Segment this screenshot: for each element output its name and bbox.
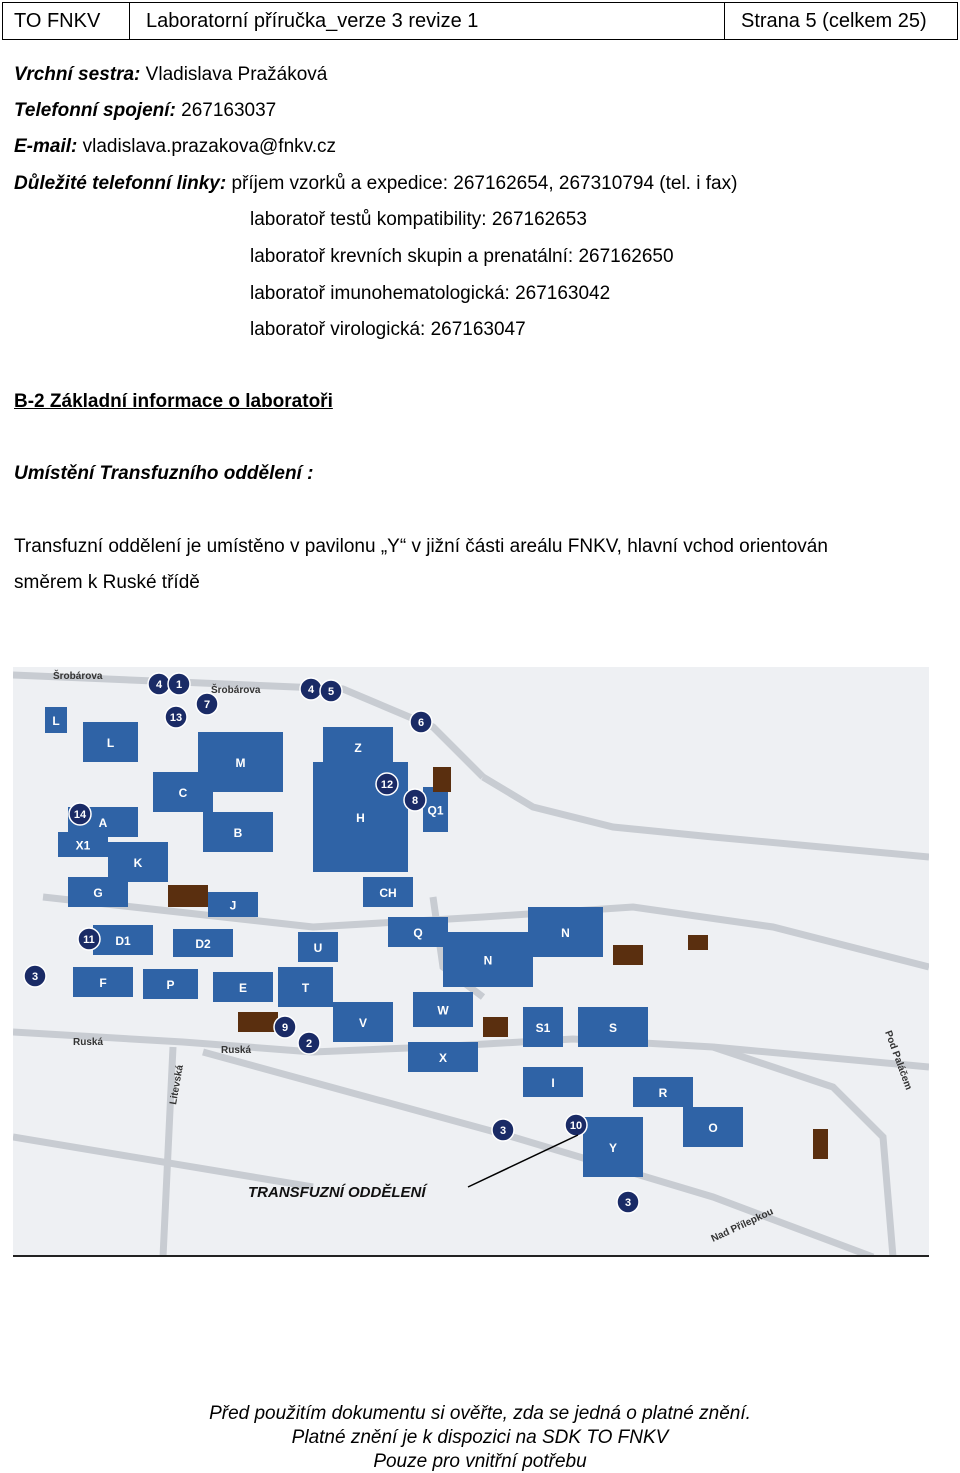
building-label: L: [52, 714, 60, 728]
entrance-number: 1: [175, 679, 183, 691]
street-name: Litevská: [168, 1064, 186, 1106]
building-label: M: [235, 756, 246, 770]
building-label: F: [99, 976, 107, 990]
entrance-number: 2: [305, 1038, 313, 1050]
building-label: S: [608, 1021, 618, 1035]
campus-map-drawing: [13, 667, 929, 1257]
phone-compatibility: laboratoř testů kompatibility: 267162653: [250, 209, 587, 230]
important-label: Důležité telefonní linky:: [14, 173, 227, 194]
building-label: E: [238, 981, 248, 995]
street-name: Ruská: [73, 1037, 104, 1048]
head-nurse-label: Vrchní sestra:: [14, 64, 141, 85]
building-label: CH: [379, 886, 397, 900]
entrance-number: 8: [411, 795, 419, 807]
street-name: Šrobárova: [53, 671, 103, 682]
footer-validity-note: Před použitím dokumentu si ověřte, zda se jedná o platné znění.: [209, 1403, 751, 1424]
building-label: B: [233, 826, 243, 840]
email-line: [14, 136, 336, 158]
entrance-number: 3: [624, 1197, 632, 1209]
building-label: A: [98, 816, 108, 830]
building-label: R: [658, 1086, 668, 1100]
email-address[interactable]: vladislava.prazakova@fnkv.cz: [82, 136, 337, 157]
campus-map: [13, 667, 929, 1257]
building-label: T: [301, 981, 310, 995]
map-road: [483, 777, 929, 857]
building-label: D2: [195, 937, 211, 951]
map-caption: TRANSFUZNÍ ODDĚLENÍ: [248, 1184, 426, 1201]
street-name: Ruská: [221, 1045, 252, 1056]
building-label: P: [166, 978, 175, 992]
phone-immunohematology: laboratoř imunohematologická: 267163042: [250, 283, 611, 304]
entrance-number: 3: [31, 971, 39, 983]
page-header: [2, 2, 958, 40]
entrance-number: 4: [307, 684, 315, 696]
entrance-number: 7: [203, 699, 211, 711]
building-label: Q1: [427, 803, 444, 818]
entrance-number: 11: [83, 934, 95, 946]
building-label: S1: [535, 1021, 551, 1035]
building-label: W: [437, 1003, 449, 1018]
head-nurse-line: [14, 64, 327, 86]
map-road: [163, 1047, 173, 1257]
building-label: G: [93, 886, 103, 900]
section-heading: B-2 Základní informace o laboratoři: [14, 391, 333, 412]
other-building: [483, 1017, 508, 1037]
entrance-number: 5: [327, 686, 335, 698]
entrance-number: 3: [499, 1125, 507, 1137]
building-label: J: [229, 898, 237, 913]
building-label: V: [358, 1016, 368, 1030]
header-page-number: Strana 5 (celkem 25): [741, 9, 927, 32]
footer-availability-note: Platné znění je k dispozici na SDK TO FNKV: [291, 1427, 669, 1448]
building-label: Z: [354, 741, 362, 755]
entrance-number: 13: [169, 712, 183, 724]
other-building: [433, 767, 451, 792]
footer-internal-use: Pouze pro vnitřní potřebu: [373, 1451, 587, 1472]
building-label: K: [133, 856, 143, 870]
street-name: Pod Paláčem: [882, 1029, 914, 1092]
phone-label: Telefonní spojení:: [14, 100, 176, 121]
phone-number: 267163037: [181, 100, 277, 121]
important-intake: příjem vzorků a expedice: 267162654, 267310794 (tel. i fax): [231, 173, 738, 194]
entrance-number: 6: [417, 717, 425, 729]
entrance-number: 14: [73, 809, 87, 821]
phone-line: [14, 100, 276, 122]
other-building: [613, 945, 643, 965]
entrance-number: 10: [569, 1120, 583, 1132]
map-road: [13, 1032, 313, 1052]
other-building: [813, 1129, 828, 1159]
map-bottom-rule: [13, 1255, 929, 1257]
building-label: O: [708, 1121, 718, 1135]
building-label: H: [356, 811, 365, 825]
header-org: TO FNKV: [3, 3, 130, 39]
phone-virology: laboratoř virologická: 267163047: [250, 319, 526, 340]
email-label: E-mail:: [14, 136, 78, 157]
building-label: U: [313, 941, 323, 955]
street-name: Nad Přílepkou: [709, 1206, 776, 1245]
entrance-number: 9: [281, 1022, 289, 1034]
building-label: N: [561, 926, 570, 940]
building-label: C: [178, 786, 188, 800]
other-building: [168, 885, 208, 907]
building-label: X: [438, 1051, 448, 1065]
section-subheading: Umístění Transfuzního oddělení :: [14, 463, 314, 484]
location-paragraph-2: směrem k Ruské třídě: [14, 572, 200, 593]
building-label: Y: [608, 1141, 618, 1155]
building-label: L: [106, 736, 115, 750]
header-doc-title: Laboratorní příručka_verze 3 revize 1: [130, 3, 725, 39]
entrance-number: 4: [155, 679, 163, 691]
head-nurse-name: Vladislava Pražáková: [145, 64, 328, 85]
building-label: I: [551, 1076, 555, 1090]
phone-blood-groups: laboratoř krevních skupin a prenatální: 267162650: [250, 246, 674, 267]
map-road: [13, 1137, 313, 1187]
other-building: [238, 1012, 278, 1032]
street-name: Šrobárova: [211, 685, 261, 696]
building-label: Q: [413, 926, 423, 940]
other-building: [688, 935, 708, 950]
location-paragraph-1: Transfuzní oddělení je umístěno v pavilonu „Y“ v jižní části areálu FNKV, hlavní vchod orientován: [14, 536, 828, 557]
entrance-number: 12: [380, 779, 394, 791]
building-label: N: [483, 953, 493, 968]
building-label: D1: [115, 934, 131, 948]
building-label: X1: [75, 838, 91, 853]
important-lines: [14, 173, 737, 195]
